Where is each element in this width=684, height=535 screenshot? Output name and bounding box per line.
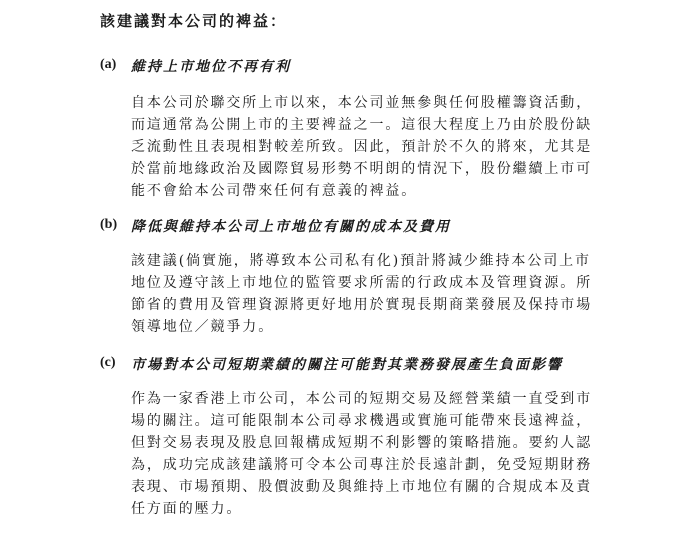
section-a-marker: (a) — [100, 57, 117, 72]
section-b-marker: (b) — [100, 217, 118, 232]
paragraph-line: 該建議(倘實施，將導致本公司私有化)預計將減少維持本公司上市 — [131, 253, 591, 269]
paragraph-line: 任方面的壓力。 — [131, 501, 243, 517]
paragraph-line: 地位及遵守該上市地位的監管要求所需的行政成本及管理資源。所 — [131, 275, 593, 291]
paragraph-line: 領導地位／競爭力。 — [131, 319, 275, 335]
paragraph-line: 作為一家香港上市公司，本公司的短期交易及經營業績一直受到市 — [131, 391, 593, 407]
paragraph-line: 節省的費用及管理資源將更好地用於實現長期商業發展及保持市場 — [131, 297, 593, 313]
paragraph-line: 為，成功完成該建議將可令本公司專注於長遠計劃，免受短期財務 — [131, 457, 593, 473]
section-c-paragraph — [131, 388, 641, 520]
section-a-title: 維持上市地位不再有利 — [131, 59, 291, 75]
paragraph-line: 而這通常為公開上市的主要裨益之一。這很大程度上乃由於股份缺 — [131, 117, 593, 133]
paragraph-line: 表現、市場預期、股價波動及與維持上市地位有關的合規成本及責 — [131, 479, 593, 495]
paragraph-line: 但對交易表現及股息回報構成短期不利影響的策略措施。要約人認 — [131, 435, 593, 451]
section-c-title: 市場對本公司短期業績的關注可能對其業務發展產生負面影響 — [131, 357, 563, 373]
paragraph-line: 乏流動性且表現相對較差所致。因此，預計於不久的將來，尤其是 — [131, 139, 593, 155]
benefits-heading: 該建議對本公司的裨益： — [100, 12, 288, 30]
paragraph-line: 場的關注。這可能限制本公司尋求機遇或實施可能帶來長遠裨益， — [131, 413, 593, 429]
section-b-title: 降低與維持本公司上市地位有關的成本及費用 — [131, 219, 451, 235]
paragraph-line: 於當前地緣政治及國際貿易形勢不明朗的情況下，股份繼續上市可 — [131, 161, 593, 177]
paragraph-line: 能不會給本公司帶來任何有意義的裨益。 — [131, 183, 418, 199]
paragraph-line: 自本公司於聯交所上市以來，本公司並無參與任何股權籌資活動， — [131, 95, 593, 111]
section-b-paragraph — [131, 250, 641, 338]
section-c-marker: (c) — [100, 355, 116, 370]
section-a-paragraph — [131, 92, 641, 202]
